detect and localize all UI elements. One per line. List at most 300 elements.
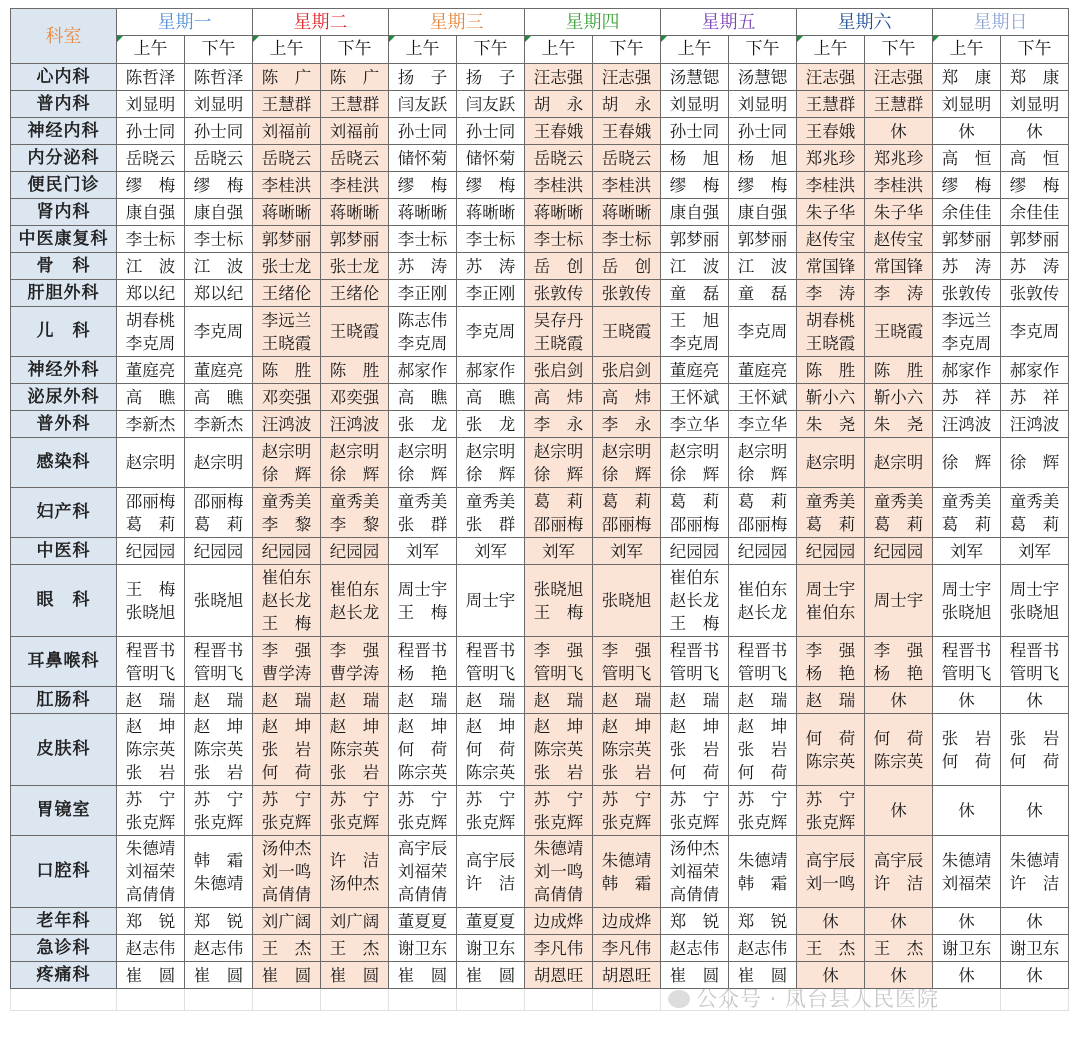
schedule-cell — [253, 199, 321, 226]
schedule-cell — [729, 411, 797, 438]
doctor-name: 苏 祥 — [941, 387, 992, 407]
doctor-name: 许 洁 — [1009, 873, 1060, 893]
doctor-name: 张克辉 — [669, 812, 720, 832]
schedule-cell — [117, 91, 185, 118]
doctor-name: 胡春桃 — [125, 310, 176, 330]
doctor-name: 休 — [958, 121, 975, 141]
doctor-name: 王慧群 — [805, 94, 856, 114]
schedule-cell — [593, 538, 661, 565]
doctor-name: 刘显明 — [125, 94, 176, 114]
doctor-name: 李士标 — [465, 229, 516, 249]
doctor-name: 崔伯东 — [737, 579, 788, 599]
schedule-cell — [389, 538, 457, 565]
schedule-cell — [389, 357, 457, 384]
doctor-name: 管明飞 — [941, 663, 992, 683]
doctor-name: 郑 锐 — [669, 911, 720, 931]
doctor-name: 休 — [958, 965, 975, 985]
table-row — [11, 908, 1069, 935]
schedule-cell — [729, 280, 797, 307]
doctor-name: 纪园园 — [193, 541, 244, 561]
doctor-name: 周士宇 — [805, 579, 856, 599]
doctor-name: 童秀美 — [397, 491, 448, 511]
schedule-cell — [933, 253, 1001, 280]
doctor-name: 葛 莉 — [669, 491, 720, 511]
doctor-name: 郝家作 — [941, 360, 992, 380]
schedule-cell — [117, 538, 185, 565]
schedule-cell — [933, 836, 1001, 908]
doctor-name: 张 岩 — [601, 763, 652, 782]
doctor-name: 葛 莉 — [125, 514, 176, 534]
schedule-cell — [661, 145, 729, 172]
schedule-cell — [729, 226, 797, 253]
doctor-name: 崔 圆 — [193, 965, 244, 985]
schedule-cell — [457, 253, 525, 280]
doctor-name: 孙士同 — [465, 121, 516, 141]
schedule-cell — [253, 714, 321, 786]
schedule-cell — [729, 307, 797, 357]
department-name: 肾内科 — [11, 199, 117, 226]
doctor-name: 郝家作 — [465, 360, 516, 380]
schedule-cell — [117, 145, 185, 172]
doctor-name: 张 岩 — [941, 728, 992, 748]
doctor-name: 陈 胜 — [805, 360, 856, 380]
table-row — [11, 199, 1069, 226]
doctor-name: 休 — [822, 911, 839, 931]
doctor-name: 李桂洪 — [533, 175, 584, 195]
schedule-cell — [729, 384, 797, 411]
doctor-name: 葛 莉 — [805, 514, 856, 534]
doctor-name: 汪鸿波 — [1009, 414, 1060, 434]
schedule-cell — [525, 172, 593, 199]
doctor-name: 岳 创 — [533, 256, 584, 276]
doctor-name: 休 — [890, 121, 907, 141]
schedule-cell — [525, 908, 593, 935]
schedule-cell — [117, 357, 185, 384]
doctor-name: 李士标 — [193, 229, 244, 249]
schedule-cell — [389, 64, 457, 91]
schedule-cell — [117, 384, 185, 411]
doctor-name: 邵丽梅 — [737, 514, 788, 534]
doctor-name: 边成烨 — [533, 911, 584, 931]
duty-schedule-table — [10, 8, 1069, 1011]
doctor-name: 王 杰 — [873, 938, 924, 958]
schedule-cell — [865, 935, 933, 962]
doctor-name: 程晋书 — [465, 640, 516, 660]
schedule-cell — [389, 935, 457, 962]
doctor-name: 朱德靖 — [125, 839, 176, 858]
doctor-name: 高倩倩 — [261, 885, 312, 904]
afternoon-header: 下午 — [185, 36, 253, 64]
doctor-name: 葛 莉 — [601, 491, 652, 511]
schedule-cell — [185, 637, 253, 687]
department-name: 内分泌科 — [11, 145, 117, 172]
doctor-name: 赵宗明 — [805, 453, 856, 472]
schedule-cell — [389, 637, 457, 687]
doctor-name: 何 荷 — [941, 751, 992, 771]
schedule-cell — [321, 637, 389, 687]
doctor-name: 苏 宁 — [601, 789, 652, 809]
schedule-cell — [865, 488, 933, 538]
schedule-cell — [321, 714, 389, 786]
doctor-name: 岳晓云 — [533, 148, 584, 168]
doctor-name: 刘福前 — [329, 121, 380, 141]
doctor-name: 刘福荣 — [669, 862, 720, 881]
doctor-name: 王晓霞 — [533, 333, 584, 353]
doctor-name: 徐 辉 — [397, 464, 448, 484]
doctor-name: 张晓旭 — [125, 602, 176, 622]
doctor-name: 苏 涛 — [465, 256, 516, 276]
schedule-cell — [457, 962, 525, 989]
schedule-cell — [865, 91, 933, 118]
doctor-name: 苏 宁 — [737, 789, 788, 809]
doctor-name: 何 荷 — [397, 740, 448, 759]
doctor-name: 休 — [958, 690, 975, 710]
schedule-cell — [797, 280, 865, 307]
doctor-name: 休 — [1026, 965, 1043, 985]
doctor-name: 管明飞 — [669, 663, 720, 683]
doctor-name: 何 荷 — [465, 740, 516, 759]
schedule-cell — [1001, 962, 1069, 989]
schedule-cell — [661, 172, 729, 199]
schedule-cell — [185, 687, 253, 714]
doctor-name: 苏 宁 — [329, 789, 380, 809]
schedule-cell — [185, 411, 253, 438]
doctor-name: 程晋书 — [1009, 640, 1060, 660]
morning-header: 上午 — [661, 36, 729, 64]
doctor-name: 休 — [890, 911, 907, 931]
doctor-name: 郑 康 — [941, 67, 992, 87]
doctor-name: 高宇辰 — [805, 850, 856, 870]
doctor-name: 郑兆珍 — [805, 148, 856, 168]
schedule-cell — [1001, 384, 1069, 411]
doctor-name: 苏 宁 — [125, 789, 176, 809]
doctor-name: 胡恩旺 — [533, 965, 584, 985]
doctor-name: 刘军 — [1018, 541, 1051, 561]
doctor-name: 赵 瑞 — [329, 690, 380, 710]
doctor-name: 孙士同 — [125, 121, 176, 141]
doctor-name: 崔 圆 — [397, 965, 448, 985]
doctor-name: 王晓霞 — [873, 322, 924, 341]
schedule-cell — [525, 384, 593, 411]
schedule-cell — [525, 714, 593, 786]
doctor-name: 董夏夏 — [465, 911, 516, 931]
schedule-cell — [1001, 307, 1069, 357]
schedule-cell — [797, 199, 865, 226]
day-header-6: 星期六 — [797, 9, 933, 36]
doctor-name: 许 洁 — [873, 873, 924, 893]
doctor-name: 周士宇 — [465, 591, 516, 610]
doctor-name: 休 — [822, 965, 839, 985]
schedule-cell — [525, 357, 593, 384]
doctor-name: 王 杰 — [261, 938, 312, 958]
table-row — [11, 687, 1069, 714]
schedule-cell — [253, 538, 321, 565]
schedule-cell — [661, 935, 729, 962]
schedule-cell — [117, 172, 185, 199]
doctor-name: 赵 坤 — [193, 717, 244, 736]
schedule-cell — [321, 488, 389, 538]
schedule-cell — [797, 172, 865, 199]
schedule-cell — [185, 253, 253, 280]
doctor-name: 储怀菊 — [397, 148, 448, 168]
schedule-cell — [253, 488, 321, 538]
doctor-name: 谢卫东 — [465, 938, 516, 958]
table-row — [11, 307, 1069, 357]
schedule-cell — [457, 786, 525, 836]
table-row — [11, 118, 1069, 145]
schedule-cell — [933, 91, 1001, 118]
doctor-name: 刘显明 — [941, 94, 992, 114]
doctor-name: 赵 瑞 — [669, 690, 720, 710]
schedule-cell — [865, 199, 933, 226]
schedule-cell — [457, 687, 525, 714]
schedule-cell — [933, 307, 1001, 357]
department-name: 便民门诊 — [11, 172, 117, 199]
doctor-name: 王慧群 — [329, 94, 380, 114]
schedule-cell — [797, 908, 865, 935]
schedule-cell — [865, 145, 933, 172]
day-header-5: 星期五 — [661, 9, 797, 36]
doctor-name: 邵丽梅 — [193, 491, 244, 511]
table-row — [11, 226, 1069, 253]
schedule-cell — [933, 687, 1001, 714]
doctor-name: 程晋书 — [397, 640, 448, 660]
department-name: 神经外科 — [11, 357, 117, 384]
schedule-cell — [117, 253, 185, 280]
doctor-name: 郭梦丽 — [261, 229, 312, 249]
doctor-name: 赵宗明 — [737, 441, 788, 461]
department-name: 肝胆外科 — [11, 280, 117, 307]
doctor-name: 李新杰 — [125, 414, 176, 434]
afternoon-header: 下午 — [321, 36, 389, 64]
doctor-name: 刘福荣 — [397, 862, 448, 881]
schedule-cell — [389, 687, 457, 714]
schedule-cell — [661, 64, 729, 91]
schedule-cell — [933, 908, 1001, 935]
schedule-cell — [457, 118, 525, 145]
doctor-name: 王春娥 — [601, 121, 652, 141]
doctor-name: 崔伯东 — [261, 568, 312, 587]
schedule-cell — [117, 836, 185, 908]
doctor-name: 赵志伟 — [737, 938, 788, 958]
department-name: 神经内科 — [11, 118, 117, 145]
doctor-name: 苏 涛 — [941, 256, 992, 276]
empty-cell — [933, 989, 1001, 1011]
schedule-cell — [661, 488, 729, 538]
doctor-name: 陈哲泽 — [125, 67, 176, 87]
schedule-cell — [253, 637, 321, 687]
doctor-name: 储怀菊 — [465, 148, 516, 168]
schedule-cell — [593, 438, 661, 488]
schedule-cell — [729, 438, 797, 488]
doctor-name: 纪园园 — [873, 541, 924, 561]
schedule-cell — [797, 384, 865, 411]
empty-cell — [389, 989, 457, 1011]
table-row — [11, 411, 1069, 438]
schedule-cell — [661, 786, 729, 836]
schedule-cell — [321, 118, 389, 145]
doctor-name: 曹学涛 — [329, 663, 380, 683]
schedule-cell — [117, 687, 185, 714]
doctor-name: 王 杰 — [805, 938, 856, 958]
doctor-name: 童秀美 — [1009, 491, 1060, 511]
doctor-name: 朱德靖 — [1009, 850, 1060, 870]
schedule-cell — [933, 172, 1001, 199]
doctor-name: 杨 旭 — [669, 148, 720, 168]
schedule-cell — [865, 384, 933, 411]
schedule-cell — [389, 714, 457, 786]
doctor-name: 高 恒 — [1009, 148, 1060, 168]
doctor-name: 赵 坤 — [125, 717, 176, 736]
doctor-name: 赵 瑞 — [261, 690, 312, 710]
doctor-name: 赵志伟 — [669, 938, 720, 958]
doctor-name: 陈 广 — [329, 67, 380, 87]
doctor-name: 许 洁 — [465, 873, 516, 893]
afternoon-header: 下午 — [865, 36, 933, 64]
doctor-name: 葛 莉 — [193, 514, 244, 534]
doctor-name: 刘一鸣 — [805, 873, 856, 893]
doctor-name: 苏 宁 — [193, 789, 244, 809]
doctor-name: 赵 瑞 — [805, 690, 856, 710]
doctor-name: 李正刚 — [397, 283, 448, 303]
doctor-name: 赵宗明 — [397, 441, 448, 461]
schedule-cell — [321, 786, 389, 836]
doctor-name: 程晋书 — [669, 640, 720, 660]
schedule-cell — [457, 565, 525, 637]
schedule-cell — [797, 91, 865, 118]
doctor-name: 苏 宁 — [533, 789, 584, 809]
doctor-name: 何 荷 — [261, 763, 312, 782]
schedule-cell — [389, 199, 457, 226]
doctor-name: 董庭亮 — [193, 360, 244, 380]
doctor-name: 童秀美 — [329, 491, 380, 511]
schedule-cell — [661, 637, 729, 687]
doctor-name: 葛 莉 — [737, 491, 788, 511]
schedule-cell — [117, 307, 185, 357]
schedule-table-wrapper — [10, 8, 1069, 1011]
schedule-cell — [525, 91, 593, 118]
doctor-name: 陈宗英 — [601, 740, 652, 759]
doctor-name: 管明飞 — [193, 663, 244, 683]
schedule-cell — [389, 253, 457, 280]
doctor-name: 陈 胜 — [261, 360, 312, 380]
doctor-name: 陈宗英 — [533, 740, 584, 759]
schedule-cell — [525, 687, 593, 714]
schedule-cell — [389, 172, 457, 199]
doctor-name: 邵丽梅 — [601, 514, 652, 534]
doctor-name: 郝家作 — [1009, 360, 1060, 380]
doctor-name: 李 涛 — [873, 283, 924, 303]
schedule-cell — [661, 280, 729, 307]
schedule-cell — [389, 962, 457, 989]
doctor-name: 徐 辉 — [601, 464, 652, 484]
doctor-name: 管明飞 — [533, 663, 584, 683]
doctor-name: 张 岩 — [737, 740, 788, 759]
empty-cell — [117, 989, 185, 1011]
doctor-name: 蒋晰晰 — [329, 202, 380, 222]
schedule-cell — [729, 145, 797, 172]
doctor-name: 陈志伟 — [397, 310, 448, 330]
schedule-cell — [729, 488, 797, 538]
schedule-cell — [729, 118, 797, 145]
doctor-name: 李克周 — [465, 322, 516, 341]
doctor-name: 王晓霞 — [329, 322, 380, 341]
doctor-name: 休 — [890, 965, 907, 985]
doctor-name: 李桂洪 — [805, 175, 856, 195]
doctor-name: 赵 瑞 — [397, 690, 448, 710]
schedule-cell — [117, 118, 185, 145]
schedule-cell — [525, 411, 593, 438]
doctor-name: 徐 辉 — [261, 464, 312, 484]
schedule-cell — [117, 438, 185, 488]
department-name: 皮肤科 — [11, 714, 117, 786]
table-row — [11, 172, 1069, 199]
table-row — [11, 357, 1069, 384]
schedule-cell — [1001, 786, 1069, 836]
empty-cell — [11, 989, 117, 1011]
schedule-cell — [185, 565, 253, 637]
doctor-name: 陈 广 — [261, 67, 312, 87]
doctor-name: 朱子华 — [805, 202, 856, 222]
doctor-name: 管明飞 — [465, 663, 516, 683]
doctor-name: 徐 辉 — [329, 464, 380, 484]
doctor-name: 周士宇 — [873, 591, 924, 610]
doctor-name: 苏 宁 — [465, 789, 516, 809]
schedule-cell — [729, 357, 797, 384]
doctor-name: 王 梅 — [669, 614, 720, 633]
doctor-name: 汤仲杰 — [669, 839, 720, 858]
schedule-cell — [389, 91, 457, 118]
schedule-cell — [593, 172, 661, 199]
doctor-name: 闫友跃 — [397, 94, 448, 114]
doctor-name: 郭梦丽 — [1009, 229, 1060, 249]
doctor-name: 王慧群 — [261, 94, 312, 114]
doctor-name: 休 — [890, 690, 907, 710]
doctor-name: 王 梅 — [397, 602, 448, 622]
doctor-name: 李新杰 — [193, 414, 244, 434]
doctor-name: 李克周 — [669, 333, 720, 353]
schedule-cell — [661, 836, 729, 908]
table-row — [11, 714, 1069, 786]
schedule-cell — [1001, 253, 1069, 280]
doctor-name: 陈宗英 — [125, 740, 176, 759]
doctor-name: 徐 辉 — [737, 464, 788, 484]
schedule-cell — [729, 199, 797, 226]
doctor-name: 王 梅 — [261, 614, 312, 633]
doctor-name: 韩 霜 — [737, 873, 788, 893]
schedule-cell — [865, 253, 933, 280]
doctor-name: 赵 坤 — [533, 717, 584, 736]
doctor-name: 李凡伟 — [601, 938, 652, 958]
afternoon-header: 下午 — [729, 36, 797, 64]
schedule-cell — [321, 172, 389, 199]
doctor-name: 程晋书 — [737, 640, 788, 660]
doctor-name: 汪鸿波 — [329, 414, 380, 434]
schedule-cell — [661, 199, 729, 226]
schedule-cell — [389, 384, 457, 411]
schedule-cell — [593, 199, 661, 226]
doctor-name: 朱德靖 — [737, 850, 788, 870]
doctor-name: 朱 尧 — [873, 414, 924, 434]
doctor-name: 谢卫东 — [941, 938, 992, 958]
doctor-name: 康自强 — [737, 202, 788, 222]
schedule-cell — [389, 118, 457, 145]
schedule-cell — [729, 687, 797, 714]
empty-cell — [525, 989, 593, 1011]
doctor-name: 高 瞧 — [465, 387, 516, 407]
doctor-name: 赵志伟 — [125, 938, 176, 958]
doctor-name: 苏 涛 — [1009, 256, 1060, 276]
